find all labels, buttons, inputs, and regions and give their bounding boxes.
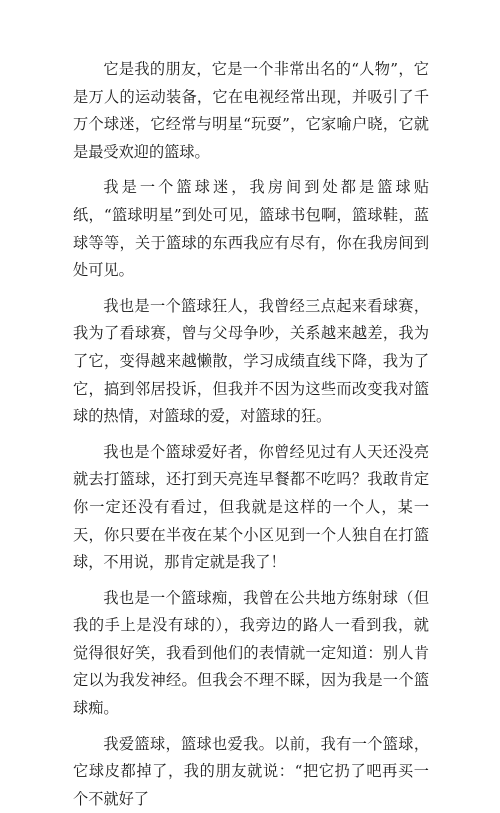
paragraph-spacer [73,723,429,731]
paragraph-spacer [73,285,429,293]
paragraph-5: 我也是一个篮球痴，我曾在公共地方练射球（但我的手上是没有球的），我旁边的路人一看到我，就觉得很好笑，我看到他们的表情就一定知道：别人肯定以为我发神经。但我会不理不睬，因为我是一个篮球痴。 [73,588,429,718]
paragraph-3: 我也是一个篮球狂人，我曾经三点起来看球赛，我为了看球赛，曾与父母争吵，关系越来越差，我为了它，变得越来越懒散，学习成绩直线下降，我为了它，搞到邻居投诉，但我并不因为这些而改变我对篮球的热情，对篮球的爱，对篮球的狂。 [73,296,429,426]
paragraph-2: 我是一个篮球迷，我房间到处都是篮球贴纸，“篮球明星”到处可见，篮球书包啊，篮球鞋，蓝球等等，关于篮球的东西我应有尽有，你在我房间到处可见。 [73,178,429,280]
paragraph-6: 我爱篮球，篮球也爱我。以前，我有一个篮球，它球皮都掉了，我的朋友就说：“把它扔了吧再买一个不就好了 [73,734,429,808]
paragraph-4: 我也是个篮球爱好者，你曾经见过有人天还没亮就去打篮球，还打到天亮连早餐都不吃吗？我敢肯定你一定还没有看过，但我就是这样的一个人，某一天，你只要在半夜在某个小区见到一个人独自在打篮球，不用说，那肯定就是我了！ [73,442,429,572]
paragraph-spacer [73,166,429,174]
paragraph-spacer [73,577,429,585]
essay-body [73,56,429,813]
paragraph-spacer [73,431,429,439]
paragraph-1: 它是我的朋友，它是一个非常出名的“人物”，它是万人的运动装备，它在电视经常出现，并吸引了千万个球迷，它经常与明星“玩耍”，它家喻户晓，它就是最受欢迎的篮球。 [73,60,429,161]
